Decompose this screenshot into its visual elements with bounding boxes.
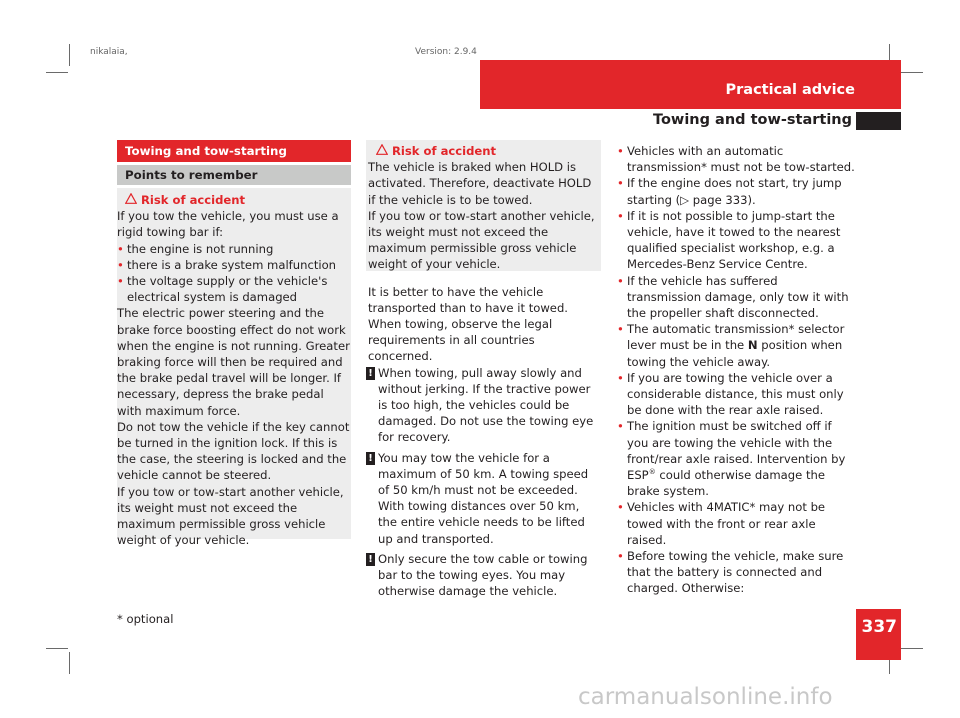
list-item: • If the engine does not start, try jump starting (▷ page 333). [617, 175, 855, 207]
crop-mark [69, 44, 70, 66]
warning-triangle-icon [125, 192, 141, 208]
list-item: • The automatic transmission* selector lever must be in the N position when towing the vehicle away. [617, 321, 855, 370]
crop-mark [46, 648, 68, 649]
list-item: • Vehicles with an automatic transmission* must not be tow-started. [617, 143, 855, 175]
header-tab [856, 112, 901, 130]
warning-paragraph: Do not tow the vehicle if the key cannot be turned in the ignition lock. If this is the case, the steering is locked and the vehicle cannot be steered. [117, 419, 350, 483]
note: ! When towing, pull away slowly and without jerking. If the tractive power is too high, the vehicles could be damaged. Do not use the towing eye for recovery. [368, 365, 601, 446]
print-version: Version: 2.9.4 [415, 47, 477, 57]
list-item: • the voltage supply or the vehicle's electrical system is damaged [117, 273, 351, 305]
print-user: nikalaia, [90, 47, 128, 57]
list-item: • The ignition must be switched off if you are towing the vehicle with the front/rear axle raised. Intervention by ESP® could otherwise damage the brake system. [617, 418, 855, 499]
column-3 [617, 143, 855, 597]
list-item: • If you are towing the vehicle over a considerable distance, this must only be done with the rear axle raised. [617, 370, 855, 419]
column-2 [368, 143, 601, 599]
note: ! Only secure the tow cable or towing bar to the towing eyes. You may otherwise damage the vehicle. [368, 551, 601, 600]
warning-paragraph: The vehicle is braked when HOLD is activated. Therefore, deactivate HOLD if the vehicle is to be towed. [368, 160, 592, 207]
list-item: • Vehicles with 4MATIC* may not be towed with the front or rear axle raised. [617, 499, 855, 548]
page-number-box [856, 609, 901, 660]
footnote: * optional [117, 612, 174, 626]
crop-mark [69, 652, 70, 674]
paragraph: It is better to have the vehicle transported than to have it towed. [368, 284, 568, 315]
watermark: carmanualsonline.info [578, 684, 833, 710]
warning-title: Risk of accident [392, 144, 497, 158]
list-item: • Before towing the vehicle, make sure that the battery is connected and charged. Otherwise: [617, 548, 855, 597]
list-item: • there is a brake system malfunction [117, 257, 351, 273]
note-icon: ! [366, 367, 375, 380]
warning-triangle-icon [376, 143, 392, 159]
list-item: • If the vehicle has suffered transmission damage, only tow it with the propeller shaft disconnected. [617, 273, 855, 322]
column-1 [117, 192, 351, 548]
crop-mark [46, 72, 68, 73]
warning-title: Risk of accident [141, 193, 246, 207]
warning-paragraph: If you tow or tow-start another vehicle, its weight must not exceed the maximum permissible gross vehicle weight of your vehicle. [117, 484, 344, 548]
crop-mark [901, 72, 923, 73]
list-item: • If it is not possible to jump-start the vehicle, have it towed to the nearest qualified specialist workshop, e.g. a Mercedes-Benz Service Centre. [617, 208, 855, 273]
chapter-heading: Towing and tow-starting [117, 140, 351, 162]
paragraph: When towing, observe the legal requirements in all countries concerned. [368, 317, 553, 364]
warning-intro: If you tow the vehicle, you must use a rigid towing bar if: [117, 209, 339, 240]
warning-paragraph: The electric power steering and the brake force boosting effect do not work when the engine is not running. Greater braking force will then be required and the brake pedal travel will be longer. If necessary, depress the brake pedal with maximum force. [117, 306, 350, 418]
note: ! You may tow the vehicle for a maximum of 50 km. A towing speed of 50 km/h must not be exceeded. [368, 450, 601, 499]
running-title: Towing and tow-starting [653, 112, 852, 128]
section-heading: Points to remember [117, 165, 351, 185]
crop-mark [901, 648, 923, 649]
page-number: 337 [861, 617, 897, 637]
section-banner [480, 60, 901, 109]
warning-paragraph: If you tow or tow-start another vehicle, its weight must not exceed the maximum permissible gross vehicle weight of your vehicle. [368, 208, 595, 272]
list-item: • the engine is not running [117, 241, 351, 257]
note-paragraph: With towing distances over 50 km, the entire vehicle needs to be lifted up and transported. [378, 499, 585, 546]
note-icon: ! [366, 452, 375, 465]
section-title: Practical advice [725, 82, 855, 98]
note-icon: ! [366, 553, 375, 566]
